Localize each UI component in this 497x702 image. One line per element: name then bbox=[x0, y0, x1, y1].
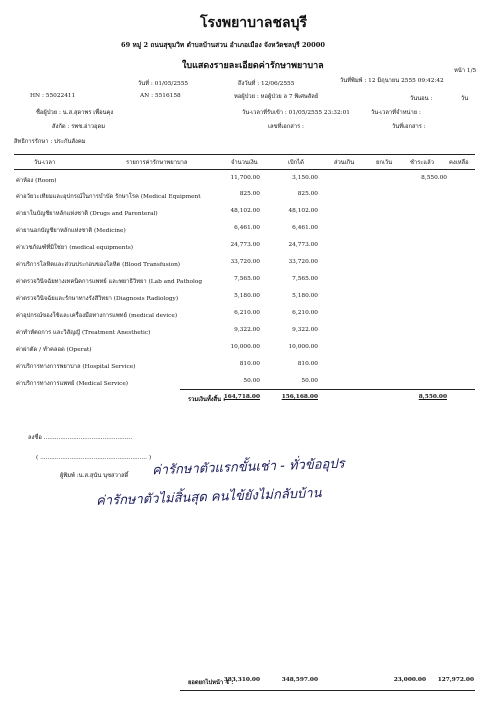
document-date: วันที่เอกสาร : bbox=[392, 124, 426, 130]
claim-cell: 6,461.00 bbox=[292, 225, 318, 231]
claim-cell: 24,773.00 bbox=[288, 242, 318, 248]
handwritten-note-1: ค่ารักษาตัวแรกขั้นเช่า - ทั่วข้ออุปร bbox=[151, 456, 345, 479]
signature-line: ลงชื่อ ................................................ bbox=[28, 435, 133, 441]
total-claim: 156,168.00 bbox=[281, 394, 318, 400]
amount-cell: 6,210.00 bbox=[234, 310, 260, 316]
totals-row bbox=[16, 394, 474, 406]
header-remaining: คงเหลือ bbox=[449, 160, 469, 166]
total-paid: 8,550.00 bbox=[418, 394, 447, 400]
claim-cell: 3,150.00 bbox=[292, 175, 318, 181]
table-row bbox=[16, 242, 474, 254]
carry-forward-row bbox=[16, 677, 474, 689]
item-label: ค่าตรวจวินิจฉัยและรักษาทางรังสีวิทยา (Diagnosis Radiology) bbox=[16, 296, 179, 302]
amount-cell: 5,180.00 bbox=[234, 293, 260, 299]
amount-cell: 9,322.00 bbox=[234, 327, 260, 333]
amount-cell: 11,700.00 bbox=[230, 175, 260, 181]
carry-label: ยอดยกไปหน้า 4 : bbox=[188, 680, 234, 686]
claim-cell: 6,210.00 bbox=[292, 310, 318, 316]
table-header bbox=[16, 157, 474, 169]
affiliation: สังกัด : รพช.อ่าวอุดม bbox=[52, 124, 106, 130]
table-row bbox=[16, 344, 474, 356]
treatment-rights: สิทธิการรักษา : ประกันสังคม bbox=[14, 139, 86, 145]
carry-amount: 383,310.00 bbox=[223, 677, 260, 683]
amount-cell: 50.00 bbox=[243, 378, 260, 384]
table-top-rule bbox=[14, 154, 475, 155]
carry-paid: 23,000.00 bbox=[393, 677, 426, 683]
header-amount: จำนวนเงิน bbox=[231, 160, 258, 166]
amount-cell: 7,565.00 bbox=[234, 276, 260, 282]
item-label: ค่าเวชภัณฑ์ที่มิใช่ยา (medical equipments) bbox=[16, 245, 134, 251]
amount-cell: 10,000.00 bbox=[230, 344, 260, 350]
claim-cell: 7,565.00 bbox=[292, 276, 318, 282]
header-datetime: วัน-เวลา bbox=[34, 160, 56, 166]
handwritten-note-2: ค่ารักษาตัวไม่สิ้นสุด คนไข้ยังไม่กลับบ้าน bbox=[95, 486, 322, 509]
item-label: ค่าบริการทางการแพทย์ (Medical Service) bbox=[16, 381, 129, 387]
item-label: ค่าผ่าตัด / ทำคลอด (Operat) bbox=[16, 347, 92, 353]
amount-cell: 810.00 bbox=[239, 361, 260, 367]
table-row bbox=[16, 361, 474, 373]
claim-cell: 10,000.00 bbox=[288, 344, 318, 350]
ward: หอผู้ป่วย : หอผู้ป่วย ล 7 พิเศษสัลย์ bbox=[234, 94, 319, 100]
table-header-rule bbox=[14, 169, 475, 170]
admit-date: วันที่ : 01/05/2555 bbox=[138, 81, 189, 87]
claim-cell: 825.00 bbox=[297, 191, 318, 197]
table-row bbox=[16, 310, 474, 322]
admit-time: วัน-เวลาที่รับเข้า : 01/05/2555 23:32:01 bbox=[242, 110, 350, 116]
item-label: ค่ายานอกบัญชียาหลักแห่งชาติ (Medicine) bbox=[16, 228, 126, 234]
header-item: รายการค่ารักษาพยาบาล bbox=[126, 160, 188, 166]
claim-cell: 810.00 bbox=[297, 361, 318, 367]
amount-cell: 33,720.00 bbox=[230, 259, 260, 265]
discharge-date: ถึงวันที่ : 12/06/2555 bbox=[238, 81, 295, 87]
paid-cell: 8,550.00 bbox=[421, 175, 447, 181]
claim-cell: 50.00 bbox=[301, 378, 318, 384]
claim-cell: 5,180.00 bbox=[292, 293, 318, 299]
document-number: เลขที่เอกสาร : bbox=[268, 124, 304, 130]
header-claim: เบิกได้ bbox=[288, 160, 304, 166]
total-label: รวมเงินทั้งสิ้น : bbox=[188, 397, 226, 403]
footer-rule bbox=[180, 690, 475, 691]
item-label: ค่าอุปกรณ์ของใช้และเครื่องมือทางการแพทย์ (medical device) bbox=[16, 313, 178, 319]
an: AN : 5516158 bbox=[140, 93, 181, 99]
discharge-time: วัน-เวลาที่จำหน่าย : bbox=[371, 110, 421, 116]
signature-name-parentheses: ( .......................................................... ) bbox=[36, 455, 152, 461]
header-exempt: ยกเว้น bbox=[376, 160, 393, 166]
item-label: ค่าบริการโลหิตและส่วนประกอบของโลหิต (Blood Transfusion) bbox=[16, 262, 181, 268]
item-label: ค่าอวัยวะเทียมและอุปกรณ์ในการบำบัด รักษาโรค (Medical Equipment bbox=[16, 194, 201, 200]
header-excess: ส่วนเกิน bbox=[334, 160, 355, 166]
total-amount: 164,718.00 bbox=[223, 394, 260, 400]
amount-cell: 825.00 bbox=[239, 191, 260, 197]
carry-claim: 348,597.00 bbox=[281, 677, 318, 683]
claim-cell: 48,102.00 bbox=[288, 208, 318, 214]
document-title: ใบแสดงรายละเอียดค่ารักษาพยาบาล bbox=[182, 61, 324, 71]
item-label: ค่ายาในบัญชียาหลักแห่งชาติ (Drugs and Parenteral) bbox=[16, 211, 158, 217]
days-label: วันนอน : bbox=[410, 96, 433, 102]
item-label: ค่าตรวจวินิจฉัยทางเทคนิคการแพทย์ และพยาธิวิทยา (Lab and Patholog bbox=[16, 279, 203, 285]
item-label: ค่าบริการทางการพยาบาล (Hospital Service) bbox=[16, 364, 136, 370]
table-row bbox=[16, 191, 474, 203]
claim-cell: 33,720.00 bbox=[288, 259, 318, 265]
amount-cell: 48,102.00 bbox=[230, 208, 260, 214]
amount-cell: 6,461.00 bbox=[234, 225, 260, 231]
item-label: ค่าห้อง (Room) bbox=[16, 178, 57, 184]
hospital-address: 69 หมู่ 2 ถนนสุขุมวิท ตำบลบ้านสวน อำเภอเมือง จังหวัดชลบุรี 20000 bbox=[121, 41, 325, 49]
table-row bbox=[16, 225, 474, 237]
header-paid: ชำระแล้ว bbox=[410, 160, 434, 166]
amount-cell: 24,773.00 bbox=[230, 242, 260, 248]
patient-name: ชื่อผู้ป่วย : น.ส.สุดาพร เพื่อนคุง bbox=[36, 110, 114, 116]
table-row bbox=[16, 293, 474, 305]
claim-cell: 9,322.00 bbox=[292, 327, 318, 333]
page-number: หน้า 1/5 bbox=[454, 68, 477, 74]
hospital-name: โรงพยาบาลชลบุรี bbox=[200, 15, 307, 31]
carry-remaining: 127,972.00 bbox=[437, 677, 474, 683]
table-row bbox=[16, 259, 474, 271]
hn: HN : 55022411 bbox=[30, 93, 76, 99]
printed-by: ผู้พิมพ์ :น.ส.สุนัน นุชสวาสดิ์ bbox=[60, 473, 129, 479]
table-row bbox=[16, 175, 474, 187]
table-row bbox=[16, 208, 474, 220]
days-unit: วัน bbox=[461, 96, 469, 102]
totals-rule bbox=[180, 389, 475, 390]
print-date: วันที่พิมพ์ : 12 มิถุนายน 2555 09:42:42 bbox=[340, 78, 444, 84]
item-label: ค่าทำหัตถการ และวิสัญญี (Treatment Anesthetic) bbox=[16, 330, 151, 336]
table-row bbox=[16, 327, 474, 339]
table-row bbox=[16, 276, 474, 288]
